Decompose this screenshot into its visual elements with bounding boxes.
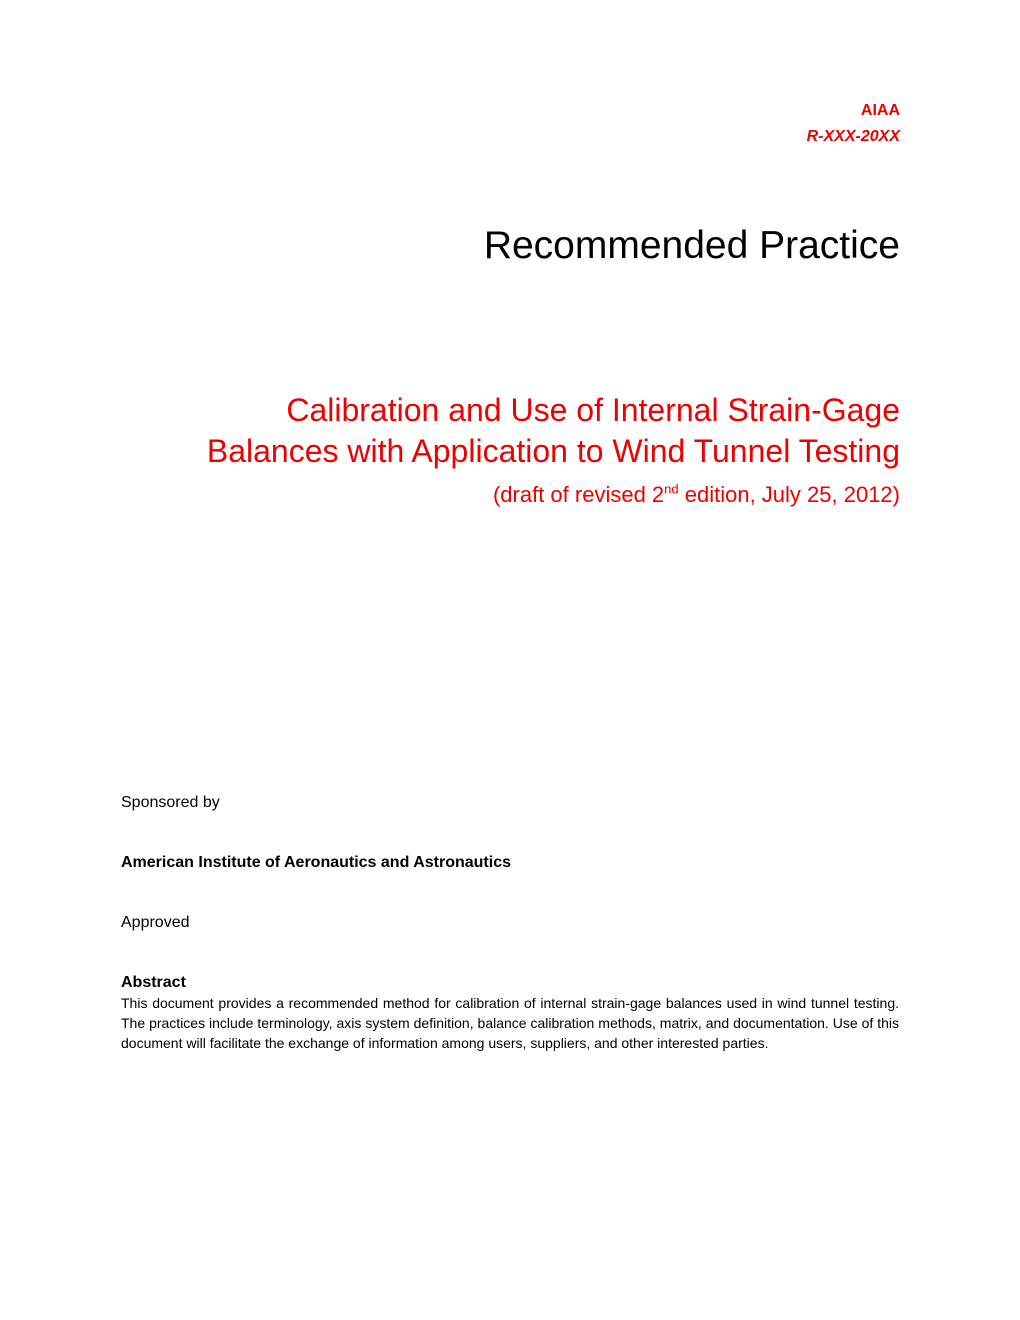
abstract-section <box>121 973 899 1053</box>
abstract-heading: Abstract <box>121 974 186 991</box>
document-header <box>807 98 900 150</box>
organization-label: AIAA <box>860 102 900 119</box>
sponsored-by-label: Sponsored by <box>121 794 220 811</box>
edition-ordinal-suffix: nd <box>664 481 679 497</box>
approved-label: Approved <box>121 914 190 931</box>
document-number: R-XXX-20XX <box>806 128 900 145</box>
sponsor-name: American Institute of Aeronautics and Astronautics <box>121 854 511 871</box>
edition-text-before: (draft of revised 2 <box>492 482 665 507</box>
document-subtitle <box>207 390 900 510</box>
page-title: Recommended Practice <box>483 224 900 267</box>
subtitle-line-1: Calibration and Use of Internal Strain-Gage <box>286 392 900 428</box>
abstract-body: This document provides a recommended method for calibration of internal strain-gage balances used in wind tunnel testing. The practices include terminology, axis system definition, balance calibration methods, matrix, and documentation. Use of this document will facilitate the exchange of information among users, suppliers, and other interested parties. <box>121 995 899 1051</box>
edition-text-after: edition, July 25, 2012) <box>678 482 900 507</box>
subtitle-line-2: Balances with Application to Wind Tunnel Testing <box>206 433 900 469</box>
edition-note <box>207 480 900 510</box>
